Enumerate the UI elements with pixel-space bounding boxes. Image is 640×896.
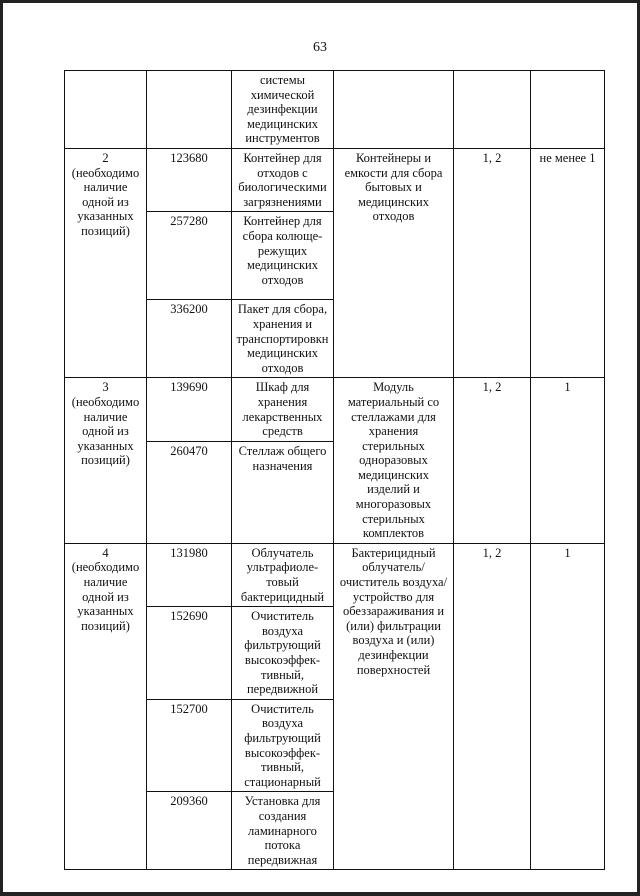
page-number: 63 bbox=[313, 40, 327, 55]
group-cell bbox=[65, 71, 147, 149]
code-cell: 123680 bbox=[147, 148, 232, 211]
item-name-cell: Пакет для сбора, хранения и транспортировкн медицинских отходов bbox=[232, 300, 334, 378]
code-cell: 152700 bbox=[147, 699, 232, 792]
ref-cell: 1, 2 bbox=[454, 148, 531, 377]
item-name-cell: Облучатель ультрафиоле-товый бактерицидный bbox=[232, 543, 334, 606]
qty-cell bbox=[531, 71, 605, 149]
item-name-cell: Очиститель воздуха фильтрующий высокоэффек-тивный, передвижной bbox=[232, 607, 334, 700]
group-cell: 4 (необходимо наличие одной из указанных позиций) bbox=[65, 543, 147, 869]
table-row bbox=[65, 148, 605, 211]
ref-cell bbox=[454, 71, 531, 149]
purpose-cell bbox=[334, 71, 454, 149]
item-name-cell: Установка для создания ламинарного потока передвижная bbox=[232, 792, 334, 870]
ref-cell: 1, 2 bbox=[454, 543, 531, 869]
code-cell: 209360 bbox=[147, 792, 232, 870]
code-cell: 152690 bbox=[147, 607, 232, 700]
qty-cell: не менее 1 bbox=[531, 148, 605, 377]
purpose-cell: Модуль материальный со стеллажами для хранения стерильных одноразовых медицинских изделий и многоразовых стерильных комплектов bbox=[334, 378, 454, 544]
item-name-cell: Контейнер для сбора колюще-режущих медицинских отходов bbox=[232, 212, 334, 300]
table-row bbox=[65, 543, 605, 606]
group-cell: 3 (необходимо наличие одной из указанных позиций) bbox=[65, 378, 147, 544]
item-name-cell: Очиститель воздуха фильтрующий высокоэффек-тивный, стационарный bbox=[232, 699, 334, 792]
code-cell bbox=[147, 71, 232, 149]
code-cell: 139690 bbox=[147, 378, 232, 442]
table-row bbox=[65, 378, 605, 442]
purpose-cell: Бактерицидный облучатель/ очиститель воздуха/ устройство для обеззараживания и (или) фильтрации воздуха и (или) дезинфекции поверхностей bbox=[334, 543, 454, 869]
code-cell: 336200 bbox=[147, 300, 232, 378]
group-cell: 2 (необходимо наличие одной из указанных позиций) bbox=[65, 148, 147, 377]
qty-cell: 1 bbox=[531, 543, 605, 869]
table-row bbox=[65, 71, 605, 149]
qty-cell: 1 bbox=[531, 378, 605, 544]
purpose-cell: Контейнеры и емкости для сбора бытовых и медицинских отходов bbox=[334, 148, 454, 377]
code-cell: 257280 bbox=[147, 212, 232, 300]
item-name-cell: Стеллаж общего назначения bbox=[232, 442, 334, 544]
ref-cell: 1, 2 bbox=[454, 378, 531, 544]
item-name-cell: Контейнер для отходов с биологическими загрязнениями bbox=[232, 148, 334, 211]
equipment-table bbox=[64, 70, 605, 870]
item-name-cell: системы химической дезинфекции медицинских инструментов bbox=[232, 71, 334, 149]
code-cell: 131980 bbox=[147, 543, 232, 606]
item-name-cell: Шкаф для хранения лекарственных средств bbox=[232, 378, 334, 442]
code-cell: 260470 bbox=[147, 442, 232, 544]
